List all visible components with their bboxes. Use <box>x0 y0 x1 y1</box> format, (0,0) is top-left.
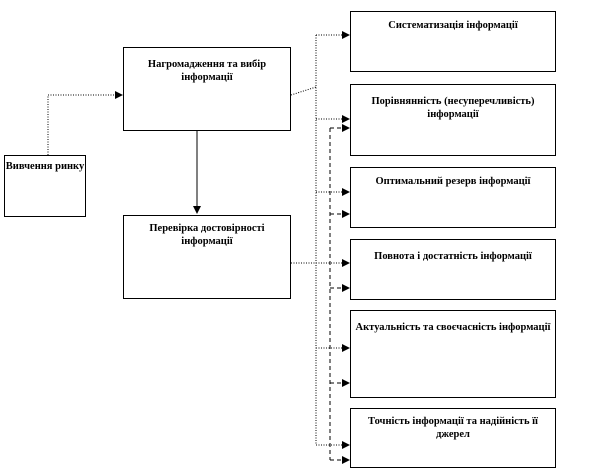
box-accumulation <box>123 47 291 131</box>
criterion-label: Повнота і достатність інформації <box>374 251 532 262</box>
criterion-label: Порівнянність (несуперечливість) інформації <box>371 96 535 120</box>
box-comparability <box>350 84 556 156</box>
box-accuracy <box>350 408 556 468</box>
connector-accumulation-trunk <box>291 35 316 445</box>
criterion-label: Актуальність та своєчасність інформації <box>355 322 551 333</box>
box-accumulation-label: Нагромадження та вибір інформації <box>147 59 267 83</box>
box-completeness <box>350 239 556 300</box>
criterion-label: Точність інформації та надійність її джерел <box>368 416 538 440</box>
box-study-market <box>4 155 86 217</box>
box-verification <box>123 215 291 299</box>
criterion-label: Систематизація інформації <box>388 20 518 31</box>
box-optimal-reserve <box>350 167 556 228</box>
box-verification-label: Перевірка достовірності інформації <box>149 223 265 247</box>
box-systematization <box>350 11 556 72</box>
connector-study-to-accumulation <box>48 95 122 155</box>
criterion-label: Оптимальний резерв інформації <box>375 176 531 187</box>
box-relevance <box>350 310 556 398</box>
box-study-market-label: Вивчення ринку <box>5 161 85 172</box>
